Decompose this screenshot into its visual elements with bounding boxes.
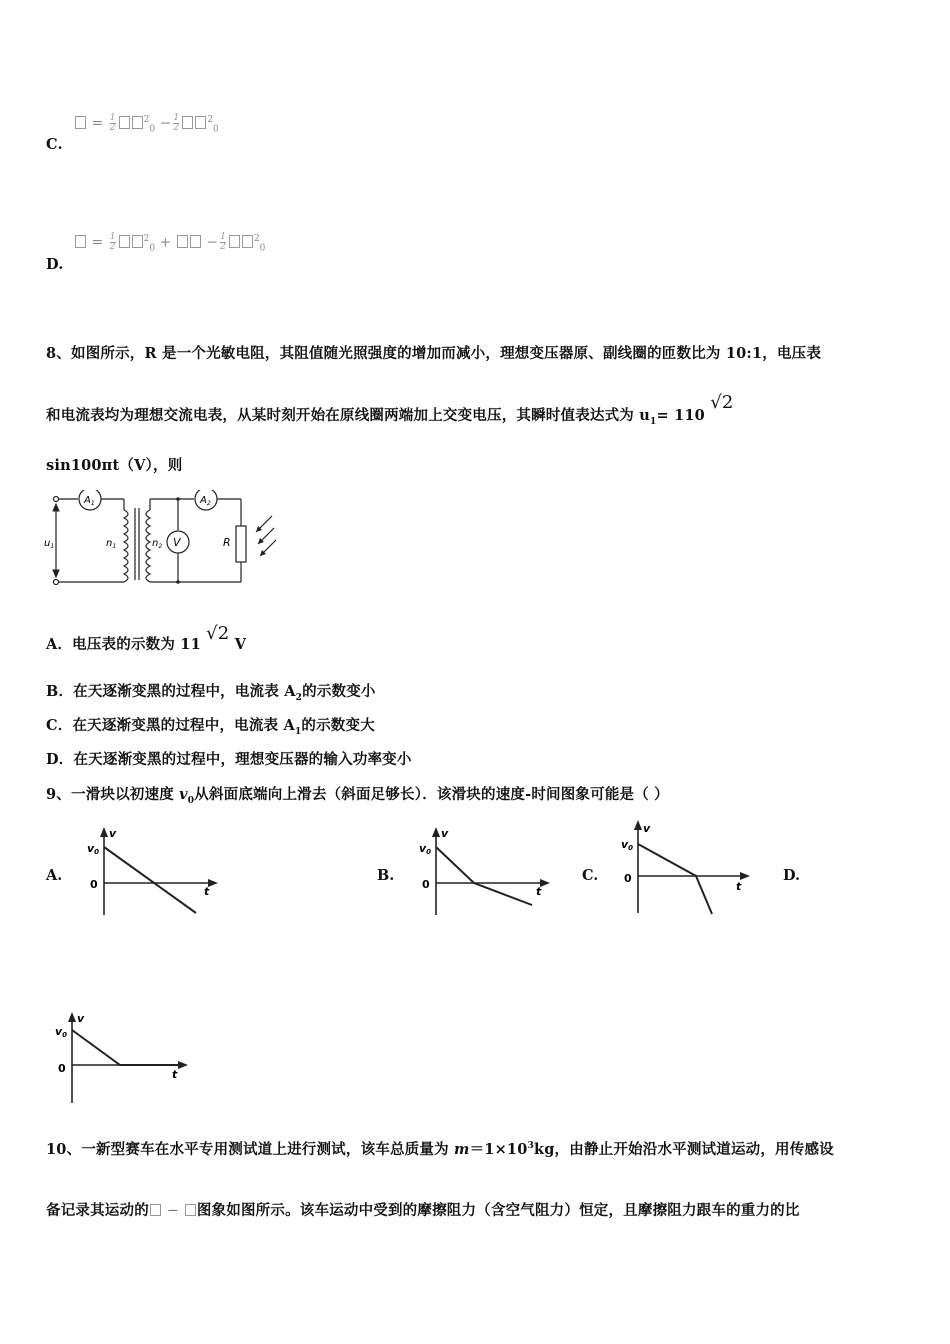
svg-text:0: 0 bbox=[90, 878, 98, 891]
n2-label: $n_2$ bbox=[152, 538, 163, 550]
q9-stem: 9、一滑块以初速度 $v_0$从斜面底端向上滑去（斜面足够长）．该滑块的速度-时间图象可能是（ ） bbox=[46, 786, 669, 806]
svg-text:v0: v0 bbox=[419, 842, 432, 856]
formula-option-d: = $\frac{1}{2}$ $^2_0$ + − $\frac{1}{2}$ $^2_0$ bbox=[74, 233, 265, 253]
vt-graph-d bbox=[52, 1010, 197, 1105]
sqrt-2: √2 bbox=[710, 392, 734, 413]
vt-graph-c bbox=[618, 818, 758, 918]
n1-label: $n_1$ bbox=[106, 538, 117, 550]
q8-option-b: B．在天逐渐变黑的过程中，电流表 $A_2$的示数变小 bbox=[46, 683, 376, 703]
svg-text:t: t bbox=[204, 885, 210, 898]
ammeter-a2-label: $A_2$ bbox=[200, 495, 211, 507]
q9-option-a-label: A. bbox=[46, 867, 63, 884]
q8-stem-line1: 8、如图所示，R 是一个光敏电阻，其阻值随光照强度的增加而减小，理想变压器原、副线圈的匝数比为 10:1，电压表 bbox=[46, 345, 822, 362]
q9-option-c-label: C. bbox=[582, 867, 599, 884]
resistor-r-label: R bbox=[223, 536, 231, 549]
svg-text:v: v bbox=[643, 822, 651, 835]
missing-symbol-box bbox=[185, 1204, 196, 1216]
svg-text:0: 0 bbox=[624, 872, 632, 885]
svg-text:t: t bbox=[536, 885, 542, 898]
svg-text:0: 0 bbox=[58, 1062, 66, 1075]
vt-graph-b bbox=[416, 825, 556, 920]
svg-text:t: t bbox=[736, 880, 742, 893]
svg-text:v0: v0 bbox=[55, 1025, 68, 1039]
u1-label: $u_1$ bbox=[44, 538, 55, 550]
q10-stem-line2: 备记录其运动的 − 图象如图所示。该车运动中受到的摩擦阻力（含空气阻力）恒定，且摩擦阻力跟车的重力的比 bbox=[46, 1202, 800, 1219]
voltmeter-label: V bbox=[173, 536, 181, 549]
q7-option-d-label: D. bbox=[46, 256, 64, 273]
svg-text:v: v bbox=[109, 827, 117, 840]
formula-option-c: = $\frac{1}{2}$ $^2_0$ − $\frac{1}{2}$ $^2_0$ bbox=[74, 114, 219, 134]
missing-symbol-box bbox=[150, 1204, 161, 1216]
q9-option-d-label: D. bbox=[783, 867, 801, 884]
q8-option-c: C．在天逐渐变黑的过程中，电流表 $A_1$的示数变大 bbox=[46, 717, 375, 737]
q9-option-b-label: B. bbox=[377, 867, 395, 884]
q8-stem-line3: sin100πt（V），则 bbox=[46, 457, 183, 474]
svg-text:t: t bbox=[172, 1068, 178, 1081]
svg-text:v: v bbox=[77, 1012, 85, 1025]
svg-text:0: 0 bbox=[422, 878, 430, 891]
q10-stem-line1: 10、一新型赛车在水平专用测试道上进行测试，该车总质量为 $m=1\times 10^3kg$，由静止开始沿水平测试道运动，用传感设 bbox=[46, 1141, 834, 1158]
q7-option-c-label: C. bbox=[46, 136, 63, 153]
q8-stem-line2: 和电流表均为理想交流电表，从某时刻开始在原线圈两端加上交变电压，其瞬时值表达式为 $u_1= 110$ √2 bbox=[46, 392, 734, 427]
svg-text:v0: v0 bbox=[87, 842, 100, 856]
svg-text:v0: v0 bbox=[621, 838, 634, 852]
transformer-circuit-diagram bbox=[44, 490, 284, 590]
svg-text:v: v bbox=[441, 827, 449, 840]
q8-option-a: A．电压表的示数为 11 √2 V bbox=[46, 623, 247, 653]
sqrt-2: √2 bbox=[206, 623, 230, 644]
vt-graph-a bbox=[84, 825, 224, 920]
ammeter-a1-label: $A_1$ bbox=[84, 495, 95, 507]
q8-option-d: D．在天逐渐变黑的过程中，理想变压器的输入功率变小 bbox=[46, 751, 412, 768]
